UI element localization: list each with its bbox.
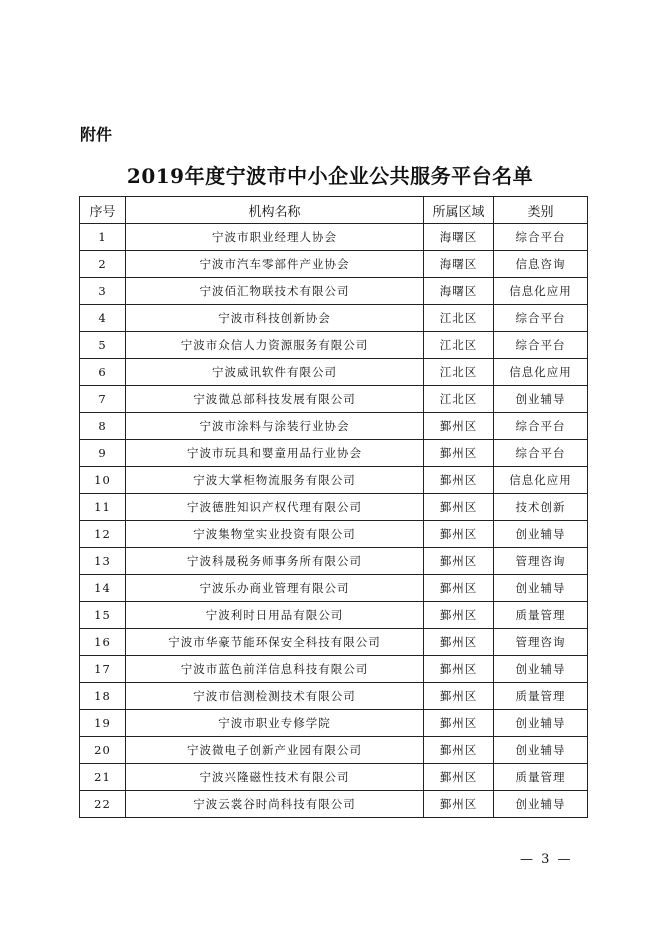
cell-district: 海曙区 <box>424 278 494 305</box>
cell-index: 8 <box>80 413 126 440</box>
document-title: 2019年度宁波市中小企业公共服务平台名单 <box>126 164 534 188</box>
cell-district: 鄞州区 <box>424 656 494 683</box>
cell-index: 3 <box>80 278 126 305</box>
cell-category: 质量管理 <box>494 683 588 710</box>
cell-district: 鄞州区 <box>424 737 494 764</box>
cell-district: 江北区 <box>424 332 494 359</box>
cell-org-name: 宁波兴隆磁性技术有限公司 <box>126 764 424 791</box>
cell-index: 21 <box>80 764 126 791</box>
table-row <box>80 440 588 467</box>
cell-district: 海曙区 <box>424 251 494 278</box>
table-row <box>80 413 588 440</box>
table-row <box>80 332 588 359</box>
cell-index: 14 <box>80 575 126 602</box>
cell-category: 综合平台 <box>494 332 588 359</box>
cell-org-name: 宁波市信测检测技术有限公司 <box>126 683 424 710</box>
column-header-district: 所属区域 <box>424 197 494 224</box>
cell-index: 15 <box>80 602 126 629</box>
table-row <box>80 656 588 683</box>
cell-category: 创业辅导 <box>494 575 588 602</box>
cell-district: 鄞州区 <box>424 494 494 521</box>
cell-index: 17 <box>80 656 126 683</box>
cell-org-name: 宁波云裳谷时尚科技有限公司 <box>126 791 424 818</box>
cell-category: 管理咨询 <box>494 548 588 575</box>
column-header-org-name: 机构名称 <box>126 197 424 224</box>
cell-index: 13 <box>80 548 126 575</box>
cell-index: 11 <box>80 494 126 521</box>
table-row <box>80 305 588 332</box>
table-row <box>80 602 588 629</box>
cell-category: 信息化应用 <box>494 359 588 386</box>
cell-category: 创业辅导 <box>494 656 588 683</box>
table-row <box>80 629 588 656</box>
table-row <box>80 710 588 737</box>
cell-district: 江北区 <box>424 359 494 386</box>
cell-category: 创业辅导 <box>494 737 588 764</box>
cell-district: 鄞州区 <box>424 440 494 467</box>
cell-category: 信息化应用 <box>494 278 588 305</box>
cell-district: 鄞州区 <box>424 764 494 791</box>
cell-category: 综合平台 <box>494 305 588 332</box>
cell-index: 22 <box>80 791 126 818</box>
cell-org-name: 宁波市涂料与涂装行业协会 <box>126 413 424 440</box>
cell-index: 10 <box>80 467 126 494</box>
cell-index: 1 <box>80 224 126 251</box>
table-row <box>80 575 588 602</box>
cell-org-name: 宁波市蓝色前洋信息科技有限公司 <box>126 656 424 683</box>
cell-index: 20 <box>80 737 126 764</box>
cell-index: 4 <box>80 305 126 332</box>
cell-index: 2 <box>80 251 126 278</box>
cell-index: 7 <box>80 386 126 413</box>
column-header-index: 序号 <box>80 197 126 224</box>
cell-district: 鄞州区 <box>424 791 494 818</box>
cell-category: 综合平台 <box>494 440 588 467</box>
table-row <box>80 359 588 386</box>
cell-category: 创业辅导 <box>494 521 588 548</box>
cell-category: 创业辅导 <box>494 386 588 413</box>
cell-org-name: 宁波大掌柜物流服务有限公司 <box>126 467 424 494</box>
cell-org-name: 宁波威讯软件有限公司 <box>126 359 424 386</box>
cell-category: 综合平台 <box>494 413 588 440</box>
cell-category: 信息咨询 <box>494 251 588 278</box>
column-header-category: 类别 <box>494 197 588 224</box>
cell-index: 16 <box>80 629 126 656</box>
table-row <box>80 791 588 818</box>
cell-org-name: 宁波利时日用品有限公司 <box>126 602 424 629</box>
cell-district: 鄞州区 <box>424 629 494 656</box>
cell-category: 质量管理 <box>494 764 588 791</box>
cell-index: 12 <box>80 521 126 548</box>
cell-district: 鄞州区 <box>424 710 494 737</box>
cell-org-name: 宁波市众信人力资源服务有限公司 <box>126 332 424 359</box>
cell-org-name: 宁波乐办商业管理有限公司 <box>126 575 424 602</box>
cell-district: 鄞州区 <box>424 683 494 710</box>
cell-index: 6 <box>80 359 126 386</box>
table-row <box>80 548 588 575</box>
cell-category: 质量管理 <box>494 602 588 629</box>
cell-index: 9 <box>80 440 126 467</box>
table-row <box>80 386 588 413</box>
cell-district: 江北区 <box>424 305 494 332</box>
cell-district: 江北区 <box>424 386 494 413</box>
attachment-label: 附件 <box>80 125 113 144</box>
cell-index: 19 <box>80 710 126 737</box>
cell-org-name: 宁波德胜知识产权代理有限公司 <box>126 494 424 521</box>
cell-org-name: 宁波市职业经理人协会 <box>126 224 424 251</box>
cell-category: 创业辅导 <box>494 710 588 737</box>
table-row <box>80 467 588 494</box>
table-row <box>80 521 588 548</box>
cell-org-name: 宁波科晟税务师事务所有限公司 <box>126 548 424 575</box>
table-row <box>80 251 588 278</box>
cell-district: 鄞州区 <box>424 548 494 575</box>
table-row <box>80 278 588 305</box>
cell-org-name: 宁波集物堂实业投资有限公司 <box>126 521 424 548</box>
cell-category: 综合平台 <box>494 224 588 251</box>
cell-category: 技术创新 <box>494 494 588 521</box>
cell-district: 鄞州区 <box>424 521 494 548</box>
cell-org-name: 宁波市华豪节能环保安全科技有限公司 <box>126 629 424 656</box>
cell-district: 鄞州区 <box>424 602 494 629</box>
cell-org-name: 宁波市科技创新协会 <box>126 305 424 332</box>
page-number: — 3 — <box>520 852 573 867</box>
table-row <box>80 494 588 521</box>
cell-org-name: 宁波市汽车零部件产业协会 <box>126 251 424 278</box>
table-row <box>80 224 588 251</box>
cell-index: 5 <box>80 332 126 359</box>
cell-district: 鄞州区 <box>424 467 494 494</box>
cell-org-name: 宁波市职业专修学院 <box>126 710 424 737</box>
table-row <box>80 737 588 764</box>
cell-index: 18 <box>80 683 126 710</box>
cell-district: 鄞州区 <box>424 575 494 602</box>
cell-org-name: 宁波微总部科技发展有限公司 <box>126 386 424 413</box>
cell-district: 海曙区 <box>424 224 494 251</box>
cell-district: 鄞州区 <box>424 413 494 440</box>
cell-org-name: 宁波市玩具和婴童用品行业协会 <box>126 440 424 467</box>
cell-org-name: 宁波佰汇物联技术有限公司 <box>126 278 424 305</box>
table-row <box>80 683 588 710</box>
platform-list-table <box>79 196 588 818</box>
table-row <box>80 764 588 791</box>
table-header-row <box>80 197 588 224</box>
cell-category: 创业辅导 <box>494 791 588 818</box>
cell-category: 信息化应用 <box>494 467 588 494</box>
table-body <box>80 224 588 818</box>
cell-org-name: 宁波微电子创新产业园有限公司 <box>126 737 424 764</box>
cell-category: 管理咨询 <box>494 629 588 656</box>
